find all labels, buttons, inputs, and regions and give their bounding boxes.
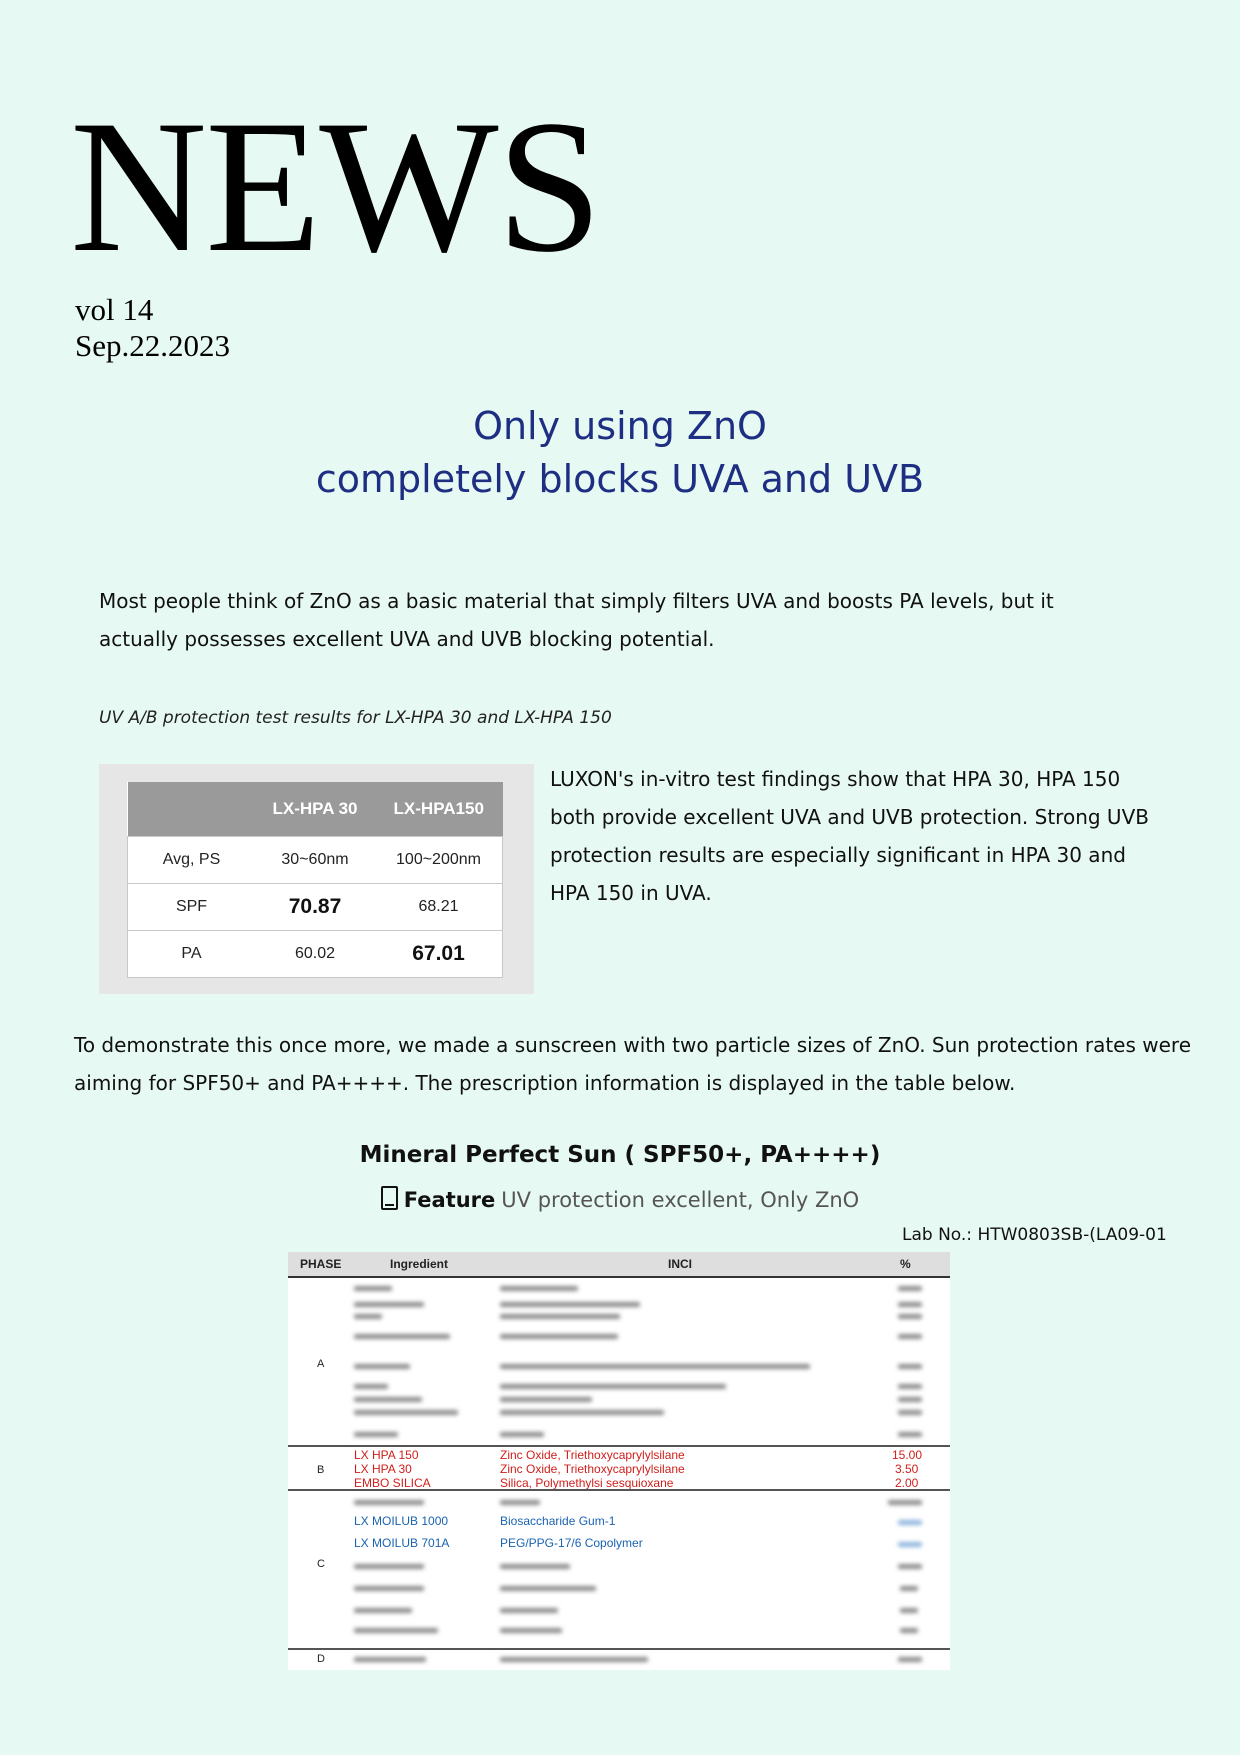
masthead-title: NEWS [70, 82, 601, 292]
inci-name: Silica, Polymethylsi sesquioxane [500, 1476, 674, 1490]
product-feature [0, 1186, 1240, 1212]
test-header-blank [128, 782, 256, 837]
hpa30-value: 70.87 [255, 884, 375, 931]
inci-name: PEG/PPG-17/6 Copolymer [500, 1536, 643, 1550]
phase-divider [288, 1445, 950, 1447]
ingredient-name: EMBO SILICA [354, 1476, 431, 1490]
product-title: Mineral Perfect Sun ( SPF50+, PA++++) [359, 1142, 881, 1168]
inci-name: Zinc Oxide, Triethoxycaprylylsilane [500, 1462, 685, 1476]
hpa150-value: 100~200nm [375, 837, 503, 884]
phase-label: C [317, 1558, 325, 1570]
test-results-table [127, 782, 503, 978]
percent-value: 3.50 [895, 1462, 919, 1476]
issue-info [75, 292, 230, 364]
test-header-hpa30: LX-HPA 30 [255, 782, 375, 837]
test-results-card [99, 764, 534, 994]
hpa150-value: 67.01 [375, 931, 503, 978]
row-label: PA [128, 931, 256, 978]
hpa30-value: 30~60nm [255, 837, 375, 884]
header-percent: % [900, 1257, 911, 1271]
findings-paragraph: LUXON's in-vitro test findings show that HPA 30, HPA 150 both provide excellent UVA and UVB protection. Strong UVB protection results are especially significant in HPA 30 and HPA 150 in UVA. [550, 767, 1149, 905]
test-table-header [128, 782, 503, 837]
ingredient-name: LX HPA 150 [354, 1448, 419, 1462]
article-headline [0, 400, 1240, 506]
phase-label: D [317, 1653, 325, 1665]
row-label: Avg, PS [128, 837, 256, 884]
ingredient-name: LX MOILUB 1000 [354, 1514, 449, 1528]
table-row [128, 884, 503, 931]
headline-line-2: completely blocks UVA and UVB [315, 457, 925, 501]
formula-table [288, 1252, 950, 1670]
issue-date: Sep.22.2023 [75, 328, 230, 363]
tablet-icon [381, 1186, 398, 1210]
header-phase: PHASE [300, 1257, 342, 1271]
ingredient-name: LX MOILUB 701A [354, 1536, 450, 1550]
hpa150-value: 68.21 [375, 884, 503, 931]
inci-name: Biosaccharide Gum-1 [500, 1514, 616, 1528]
phase-label: A [317, 1358, 325, 1370]
header-inci: INCI [668, 1257, 692, 1271]
phase-d-blurred-row [288, 1648, 950, 1670]
percent-value: 2.00 [895, 1476, 919, 1490]
hpa30-value: 60.02 [255, 931, 375, 978]
demo-paragraph: To demonstrate this once more, we made a sunscreen with two particle sizes of ZnO. Sun protection rates were aiming for SPF50+ and PA++++. The prescription information is displayed in the table below. [74, 1033, 1192, 1095]
feature-label: Feature [403, 1188, 496, 1212]
test-caption: UV A/B protection test results for LX-HPA 30 and LX-HPA 150 [99, 708, 612, 728]
issue-volume: vol 14 [75, 292, 154, 327]
inci-name: Zinc Oxide, Triethoxycaprylylsilane [500, 1448, 685, 1462]
phase-a-blurred-rows [288, 1252, 950, 1447]
phase-label: B [317, 1464, 325, 1476]
intro-paragraph: Most people think of ZnO as a basic material that simply filters UVA and boosts PA levels, but it actually possesses excellent UVA and UVB blocking potential. [99, 589, 1054, 651]
row-label: SPF [128, 884, 256, 931]
table-row [128, 931, 503, 978]
percent-value: 15.00 [892, 1448, 923, 1462]
ingredient-name: LX HPA 30 [354, 1462, 412, 1476]
feature-text: UV protection excellent, Only ZnO [501, 1188, 860, 1212]
headline-line-1: Only using ZnO [473, 404, 767, 448]
test-header-hpa150: LX-HPA150 [375, 782, 503, 837]
phase-divider [288, 1489, 950, 1491]
table-row [128, 837, 503, 884]
header-ingredient: Ingredient [390, 1257, 449, 1271]
lab-number: Lab No.: HTW0803SB-(LA09-01 [902, 1225, 1167, 1245]
